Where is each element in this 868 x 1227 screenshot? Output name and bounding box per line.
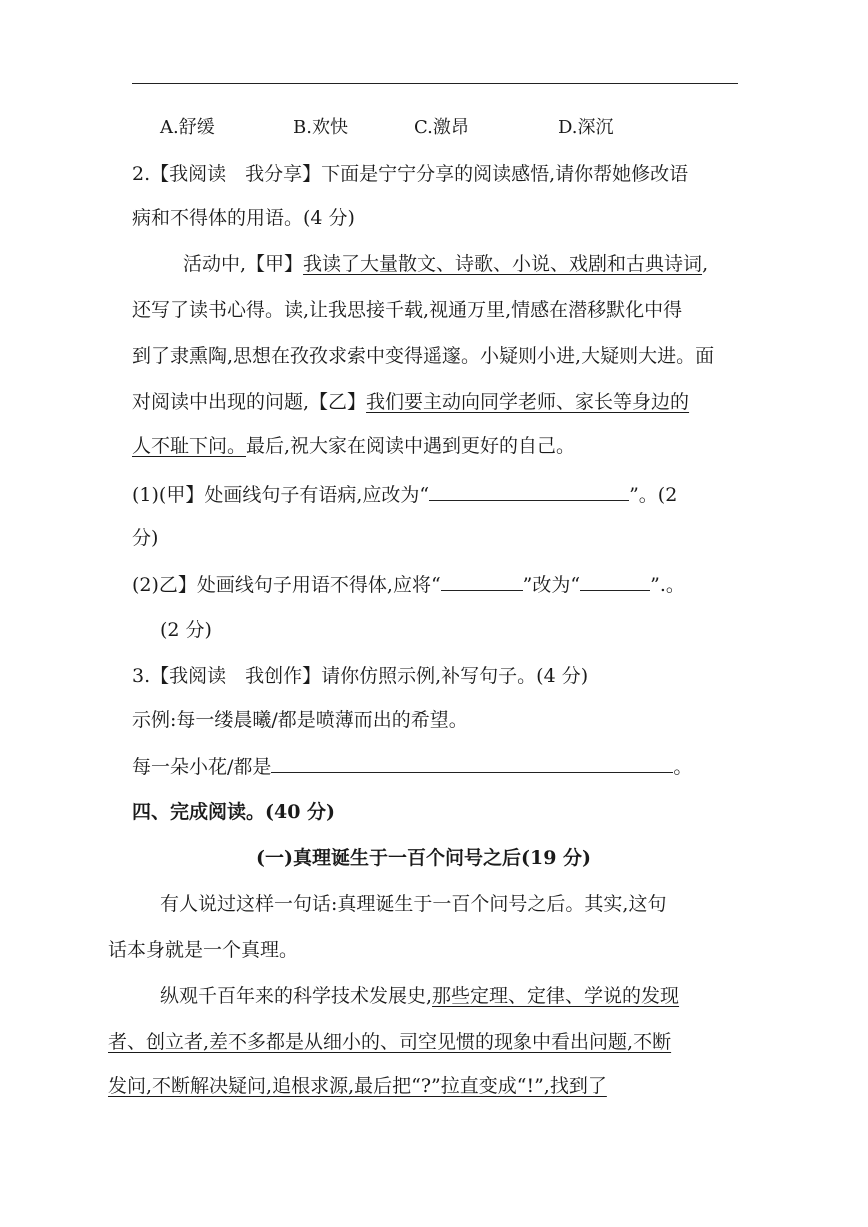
fill-prefix: 每一朵小花/都是 [132,756,272,778]
para2-line3 [108,1072,607,1100]
q2-passage-line2: 还写了读书心得。读,让我思接千载,视通万里,情感在潜移默化中得 [132,299,683,321]
header-divider [132,83,738,84]
passage-prefix: 活动中,【甲】 [183,253,304,275]
q2-sub1 [132,480,677,509]
sub2-prefix: (2)乙】处画线句子用语不得体,应将“ [132,574,441,596]
para2-prefix: 纵观千百年来的科学技术发展史, [160,985,433,1007]
answer-blank-2[interactable] [441,570,523,591]
option-d: D.深沉 [558,117,614,138]
answer-blank-1[interactable] [429,480,629,501]
q2-passage-line1 [183,250,708,278]
answer-blank-4[interactable] [271,752,673,773]
para1-line1: 有人说过这样一句话:真理诞生于一百个问号之后。其实,这句 [160,893,667,915]
q3-fill [132,752,692,781]
q2-passage-line4 [132,388,689,416]
q2-sub2 [132,570,685,599]
reading-title: (一)真理诞生于一百个问号之后(19 分) [256,847,592,869]
sub1-prefix: (1)(甲】处画线句子有语病,应改为“ [132,484,430,506]
q2-sub1-cont: 分) [132,527,159,549]
q2-line2: 病和不得体的用语。(4 分) [132,207,355,229]
option-a: A.舒缓 [160,117,215,138]
passage-line4-prefix: 对阅读中出现的问题,【乙】 [132,391,367,413]
underlined-sentence-yi-cont: 人不耻下问。 [132,435,247,457]
option-c: C.激昂 [414,117,469,138]
para1-line2: 话本身就是一个真理。 [108,939,299,961]
passage-line5-suffix: 最后,祝大家在阅读中遇到更好的自己。 [246,435,576,457]
para2-line2 [108,1028,671,1056]
q2-passage-line3: 到了隶熏陶,思想在孜孜求索中变得遥邃。小疑则小进,大疑则大进。面 [132,345,715,367]
option-b: B.欢快 [293,117,348,138]
q3-line1: 3.【我阅读 我创作】请你仿照示例,补写句子。(4 分) [132,665,589,687]
q2-line1: 2.【我阅读 我分享】下面是宁宁分享的阅读感悟,请你帮她修改语 [132,163,689,185]
section4-heading: 四、完成阅读。(40 分) [132,801,336,823]
para2-underlined-2: 者、创立者,差不多都是从细小的、司空见惯的现象中看出问题,不断 [108,1031,672,1053]
underlined-sentence-yi: 我们要主动向同学老师、家长等身边的 [366,391,690,413]
passage-comma: , [702,253,709,275]
para2-line1 [160,982,679,1010]
fill-suffix: 。 [673,756,693,778]
q2-sub2-cont: (2 分) [160,619,212,641]
q2-passage-line5 [132,432,575,460]
sub2-mid: ”改为“ [522,574,581,596]
sub2-suffix: ”.。 [650,574,685,596]
answer-blank-3[interactable] [580,570,650,591]
underlined-sentence-jia: 我读了大量散文、诗歌、小说、戏剧和古典诗词 [303,253,703,275]
sub1-suffix: ”。(2 [629,484,678,506]
para2-underlined-1: 那些定理、定律、学说的发现 [432,985,680,1007]
para2-underlined-3: 发问,不断解决疑问,追根求源,最后把“?”拉直变成“!”,找到了 [108,1075,607,1097]
q3-example: 示例:每一缕晨曦/都是喷薄而出的希望。 [132,709,468,731]
